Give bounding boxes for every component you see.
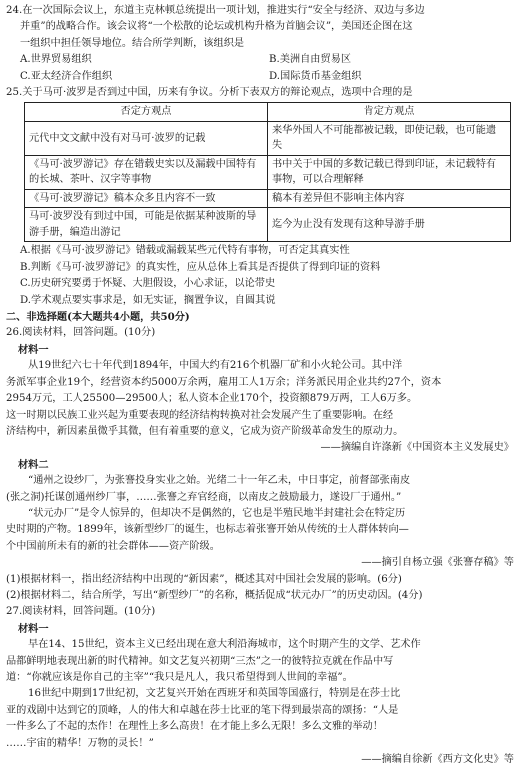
section-title: 二、非选择题(本大题共4小题，共50分) [6, 311, 190, 324]
material-line: 个中国前所未有的新的社会群体——资产阶级。 [6, 540, 220, 552]
table-cell: 稿本有差异但不影响主体内容 [268, 189, 511, 208]
table-row [25, 208, 511, 242]
material-line: “状元办厂”是令人惊异的，但却决不是偶然的，它也是半殖民地半封建社会在特定历 [28, 507, 406, 519]
q24-stem-line-2: 并重”的战略合作。该会议将“一个松散的论坛或机构升格为首脑会议”，美国还企图在这 [20, 21, 413, 33]
material-line: 济结构中，新因素虽微乎其微，但有着重要的意义，它成为资产阶级革命发生的原动力。 [6, 425, 404, 437]
material-source: ——摘编自徐新《西方文化史》等 [361, 754, 514, 766]
q24-option-d[interactable]: D.国际货币基金组织 [269, 70, 362, 82]
material-line: “通州之设纱厂，为张謇投身实业之始。光绪二十一年乙未，中日事定，前督部张南皮 [28, 475, 411, 487]
material-source: ——摘编自许涤新《中国资本主义发展史》 [320, 442, 514, 454]
table-cell: 《马可·波罗游记》存在错载史实以及漏载中国特有的长城、茶叶、汉字等事物 [25, 155, 268, 189]
table-row [25, 121, 511, 155]
material-line: 2954万元，工人25500—29500人；私人资本企业170个，投资额879万两，工人6万多。 [6, 393, 418, 405]
material-line: 这一时期以民族工业兴起为重要表现的经济结构转换对社会发展产生了重要影响。在经 [6, 409, 394, 421]
table-row [25, 155, 511, 189]
q25-option-a[interactable]: A.根据《马可·波罗游记》错载或漏载某些元代特有事物，可否定其真实性 [20, 245, 350, 257]
material-line: 早在14、15世纪，资本主义已经出现在意大利沿海城市，这个时期产生的文学、艺术作 [28, 639, 421, 651]
q24-option-b[interactable]: B.美洲自由贸易区 [269, 54, 352, 66]
table-cell: 书中关于中国的多数记载已得到印证，未记载特有事物，可以合理解释 [268, 155, 511, 189]
material-line: (张之洞)托谋创通州纱厂事，……张謇之弃官经商，以南皮之鼓励最力，遂设厂于通州。” [6, 491, 402, 503]
material-source: ——摘引自杨立强《张謇存稿》等 [361, 557, 514, 569]
material-line: 道：“你就应该是你自己的主宰”“我只是凡人，我只希望得到人世间的幸福”。 [6, 672, 353, 683]
question-24 [6, 3, 518, 85]
table-header-positive: 肯定方观点 [268, 103, 511, 122]
q24-options-row-2 [6, 69, 518, 85]
material-label: 材料一 [18, 622, 49, 635]
question-27 [6, 604, 518, 768]
material-line: 品都鲜明地表现出新的时代精神。如文艺复兴初期“三杰”之一的彼特拉克就在作品中写 [6, 655, 394, 667]
q26-stem: 26.阅读材料，回答问题。(10分) [6, 327, 156, 339]
material-line: ……宇宙的精华！万物的灵长！” [6, 737, 154, 749]
q25-option-b[interactable]: B.判断《马可·波罗游记》的真实性，应从总体上看其是否提供了得到印证的资料 [20, 261, 381, 273]
material-line: 一件多么了不起的杰作！在理性上多么高贵！在才能上多么无限！多么文雅的举动！ [6, 721, 383, 733]
q25-debate-table [24, 102, 511, 242]
q25-stem: 25.关于马可·波罗是否到过中国，历来有争议。分析下表双方的辩论观点，选项中合理的是 [6, 87, 413, 99]
material-line: 16世纪中期到17世纪初，文艺复兴开始在西班牙和英国等国盛行，特别是在莎士比 [28, 688, 401, 700]
q25-option-c[interactable]: C.历史研究要勇于怀疑、大胆假设，小心求证，以论带史 [20, 278, 276, 290]
table-cell: 来华外国人不可能都被记载，即使记载，也可能遗失 [268, 121, 511, 155]
material-line: 史时期的产物。1899年，该新型纱厂的诞生，也标志着张謇开始从传统的士人群体转向— [6, 524, 409, 536]
q24-option-a[interactable]: A.世界贸易组织 [20, 54, 92, 66]
q25-option-d[interactable]: D.学术观点要实事求是，如无实证，搁置争议，自圆其说 [20, 294, 276, 306]
question-26 [6, 325, 518, 604]
table-header-negative: 否定方观点 [25, 103, 268, 122]
q24-options-row-1 [6, 52, 518, 68]
table-row [25, 189, 511, 208]
material-label: 材料一 [18, 343, 49, 356]
q24-stem-line-3: 一组织中担任领导地位。结合所学判断，该组织是 [20, 37, 245, 49]
question-25 [6, 85, 518, 309]
material-line: 亚的戏剧中达到它的顶峰，人的伟大和卓越在莎士比亚的笔下得到最崇高的颂扬：“人是 [6, 704, 399, 716]
q26-subquestion-1: (1)根据材料一，指出经济结构中出现的“新因素”，概述其对中国社会发展的影响。(6分) [6, 573, 402, 585]
material-line: 从19世纪六七十年代到1894年，中国大约有216个机器厂矿和小火轮公司。其中洋 [28, 360, 403, 372]
material-line: 务派军事企业19个，经营资本约5000万余两，雇用工人1万余；洋务派民用企业共约27个，资本 [6, 376, 442, 388]
material-label: 材料二 [18, 458, 49, 471]
q27-stem: 27.阅读材料，回答问题。(10分) [6, 606, 156, 618]
q24-option-c[interactable]: C.亚太经济合作组织 [20, 70, 113, 82]
table-cell: 元代中文文献中没有对马可·波罗的记载 [25, 121, 268, 155]
q24-stem-line-1: 24.在一次国际会议上，东道主克林顿总统提出一项计划，推进实行“安全与经济、双边与多边 [6, 5, 425, 16]
q26-subquestion-2: (2)根据材料二，结合所学，写出“新型纱厂”的名称，概括促成“状元办厂”的历史动因。(4分) [6, 589, 423, 601]
table-cell: 马可·波罗没有到过中国，可能是依据某种波斯的导游手册，编造出游记 [25, 208, 268, 242]
table-cell: 《马可·波罗游记》稿本众多且内容不一致 [25, 189, 268, 208]
table-cell: 迄今为止没有发现有这种导游手册 [268, 208, 511, 242]
table-header-row [25, 103, 511, 122]
